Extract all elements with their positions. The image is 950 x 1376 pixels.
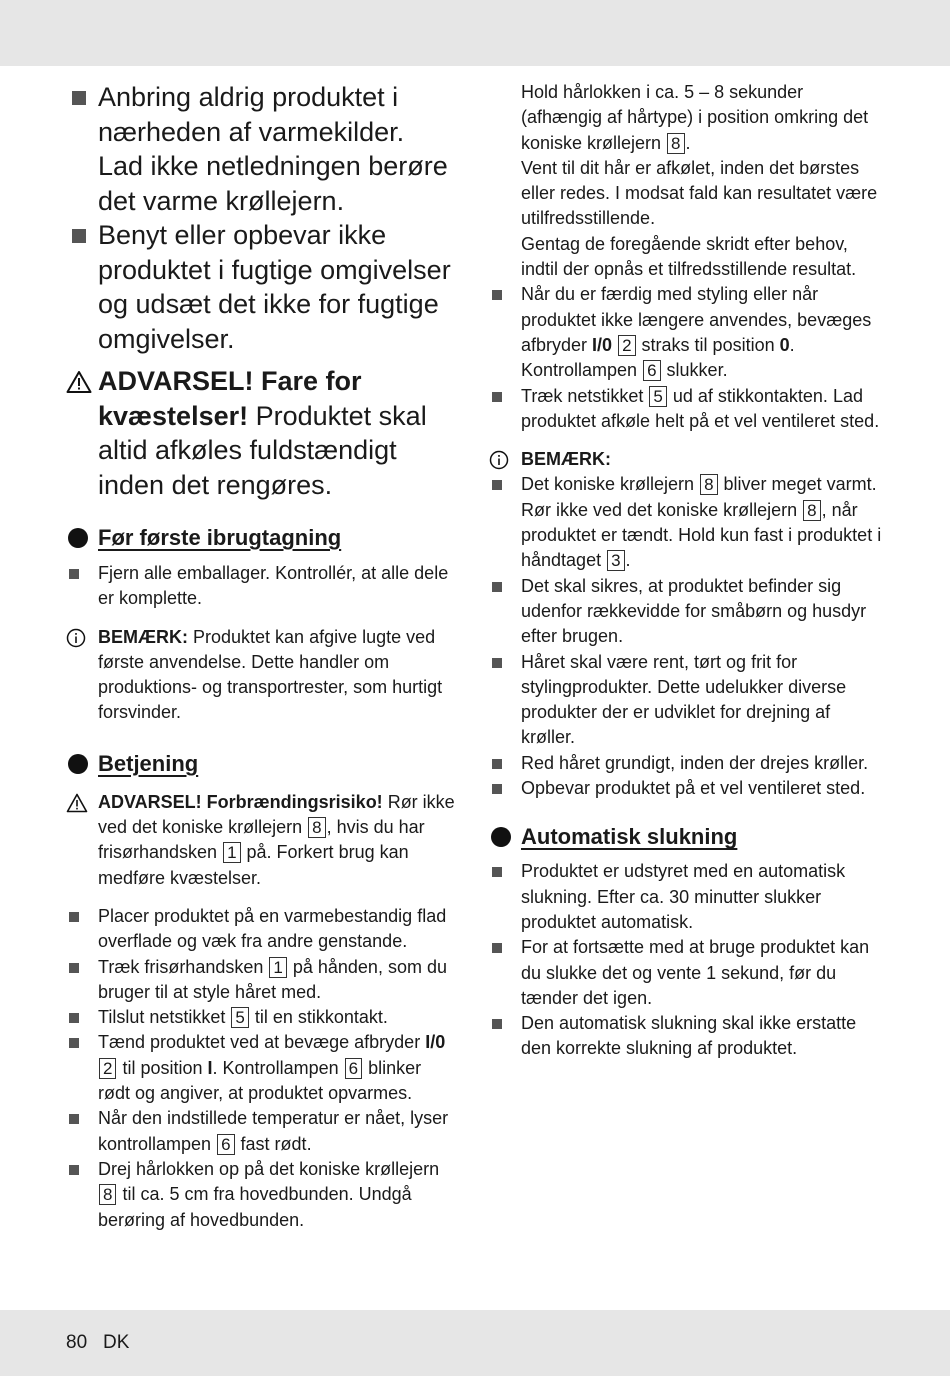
injury-warning: ADVARSEL! Fare for kvæstelser! Produktet skal altid afkøles fuldstændigt inden det rengøres. — [66, 364, 456, 502]
list-item: Produktet er udstyret med en automatisk slukning. Efter ca. 30 minutter slukker produktet automatisk. — [489, 859, 889, 935]
section-heading: Betjening — [66, 750, 456, 778]
right-column — [489, 80, 889, 1062]
square-bullet-icon — [492, 867, 502, 877]
bullet-dot-icon — [68, 528, 88, 548]
square-bullet-icon — [492, 759, 502, 769]
burn-warning: ADVARSEL! Forbrændingsrisiko! Rør ikke ved det koniske krøllejern 8 , hvis du har frisørhandsken 1 på. Forkert brug kan medføre kvæstelser. — [66, 790, 456, 891]
square-bullet-icon — [492, 392, 502, 402]
part-number-box: 5 — [231, 1007, 248, 1028]
list-item: Når du er færdig med styling eller når produktet ikke længere anvendes, bevæges afbryder I/0 2 straks til position 0. Kontrollampen 6 slukker. — [489, 282, 889, 383]
list-item: Den automatisk slukning skal ikke erstatte den korrekte slukning af produktet. — [489, 1011, 889, 1062]
note-heading: BEMÆRK: — [489, 447, 889, 472]
part-number-box: 8 — [803, 500, 820, 521]
warning-triangle-icon — [66, 793, 88, 813]
square-bullet-icon — [492, 1019, 502, 1029]
continued-text: Vent til dit hår er afkølet, inden det børstes eller redes. I modsat fald kan resultatet være utilfredsstillende. — [521, 157, 878, 229]
square-bullet-icon — [492, 290, 502, 300]
square-bullet-icon — [492, 582, 502, 592]
safety-item: Benyt eller opbevar ikke produktet i fugtige omgivelser og udsæt det ikke for fugtige omgivelser. — [66, 218, 456, 356]
left-column — [66, 80, 456, 1233]
continued-text: Hold hårlokken i ca. 5 – 8 sekunder (afhængig af hårtype) i position omkring det koniske krøllejern 8 . — [521, 82, 869, 153]
part-number-box: 8 — [667, 133, 684, 154]
square-bullet-icon — [492, 658, 502, 668]
square-bullet-icon — [69, 1165, 79, 1175]
list-item: Træk frisørhandsken 1 på hånden, som du bruger til at style håret med. — [66, 955, 456, 1006]
list-item: Opbevar produktet på et vel ventileret sted. — [489, 776, 889, 801]
part-number-box: 8 — [308, 817, 325, 838]
info-icon — [66, 628, 86, 648]
list-item: Tilslut netstikket 5 til en stikkontakt. — [66, 1005, 456, 1030]
part-number-box: 3 — [607, 550, 624, 571]
language-code: DK — [102, 1332, 130, 1353]
list-item: Drej hårlokken op på det koniske krøllejern 8 til ca. 5 cm fra hovedbunden. Undgå berøring af hovedbunden. — [66, 1157, 456, 1233]
part-number-box: 2 — [99, 1058, 116, 1079]
list-item: Det skal sikres, at produktet befinder sig udenfor rækkevidde for småbørn og husdyr efter brugen. — [489, 574, 889, 650]
footer-band — [0, 1310, 950, 1376]
list-item: Træk netstikket 5 ud af stikkontakten. Lad produktet afkøle helt på et vel ventileret sted. — [489, 384, 889, 435]
square-bullet-icon — [69, 1013, 79, 1023]
part-number-box: 6 — [345, 1058, 362, 1079]
square-bullet-icon — [492, 480, 502, 490]
square-bullet-icon — [492, 784, 502, 794]
list-item: Red håret grundigt, inden der drejes krøller. — [489, 751, 889, 776]
part-number-box: 2 — [618, 335, 635, 356]
bullet-dot-icon — [68, 754, 88, 774]
part-number-box: 5 — [649, 386, 666, 407]
square-bullet-icon — [72, 229, 86, 243]
list-item: For at fortsætte med at bruge produktet kan du slukke det og vente 1 sekund, før du tænder det igen. — [489, 935, 889, 1011]
list-item: Håret skal være rent, tørt og frit for stylingprodukter. Dette udelukker diverse produkter der er udviklet for drejning af krøller. — [489, 650, 889, 751]
section-heading: Før første ibrugtagning — [66, 524, 456, 552]
header-band — [0, 0, 950, 66]
part-number-box: 1 — [269, 957, 286, 978]
part-number-box: 1 — [223, 842, 240, 863]
section-heading: Automatisk slukning — [489, 823, 889, 851]
note: BEMÆRK: Produktet kan afgive lugte ved første anvendelse. Dette handler om produktions- og transportrester, som hurtigt forsvinder. — [66, 625, 456, 726]
list-item: Når den indstillede temperatur er nået, lyser kontrollampen 6 fast rødt. — [66, 1106, 456, 1157]
list-item: Tænd produktet ved at bevæge afbryder I/0 2 til position I. Kontrollampen 6 blinker rødt og angiver, at produktet opvarmes. — [66, 1030, 456, 1106]
continued-text: Gentag de foregående skridt efter behov, indtil der opnås et tilfredsstillende resultat. — [521, 233, 857, 280]
part-number-box: 6 — [217, 1134, 234, 1155]
list-item: Det koniske krøllejern 8 bliver meget varmt. Rør ikke ved det koniske krøllejern 8 , når produktet er tændt. Hold kun fast i produktet i håndtaget 3 . — [489, 472, 889, 573]
part-number-box: 8 — [700, 474, 717, 495]
list-item: Fjern alle emballager. Kontrollér, at alle dele er komplette. — [66, 561, 456, 612]
square-bullet-icon — [69, 912, 79, 922]
page-number: 80 — [66, 1332, 88, 1353]
part-number-box: 8 — [99, 1184, 116, 1205]
square-bullet-icon — [69, 963, 79, 973]
safety-item: Anbring aldrig produktet i nærheden af varmekilder. Lad ikke netledningen berøre det varme krøllejern. — [66, 80, 456, 218]
bullet-dot-icon — [491, 827, 511, 847]
info-icon — [489, 450, 509, 470]
warning-triangle-icon — [66, 370, 92, 394]
square-bullet-icon — [69, 1038, 79, 1048]
square-bullet-icon — [69, 1114, 79, 1124]
list-item: Placer produktet på en varmebestandig flad overflade og væk fra andre genstande. — [66, 904, 456, 955]
square-bullet-icon — [492, 943, 502, 953]
page-footer — [66, 1332, 129, 1354]
part-number-box: 6 — [643, 360, 660, 381]
square-bullet-icon — [72, 91, 86, 105]
square-bullet-icon — [69, 569, 79, 579]
